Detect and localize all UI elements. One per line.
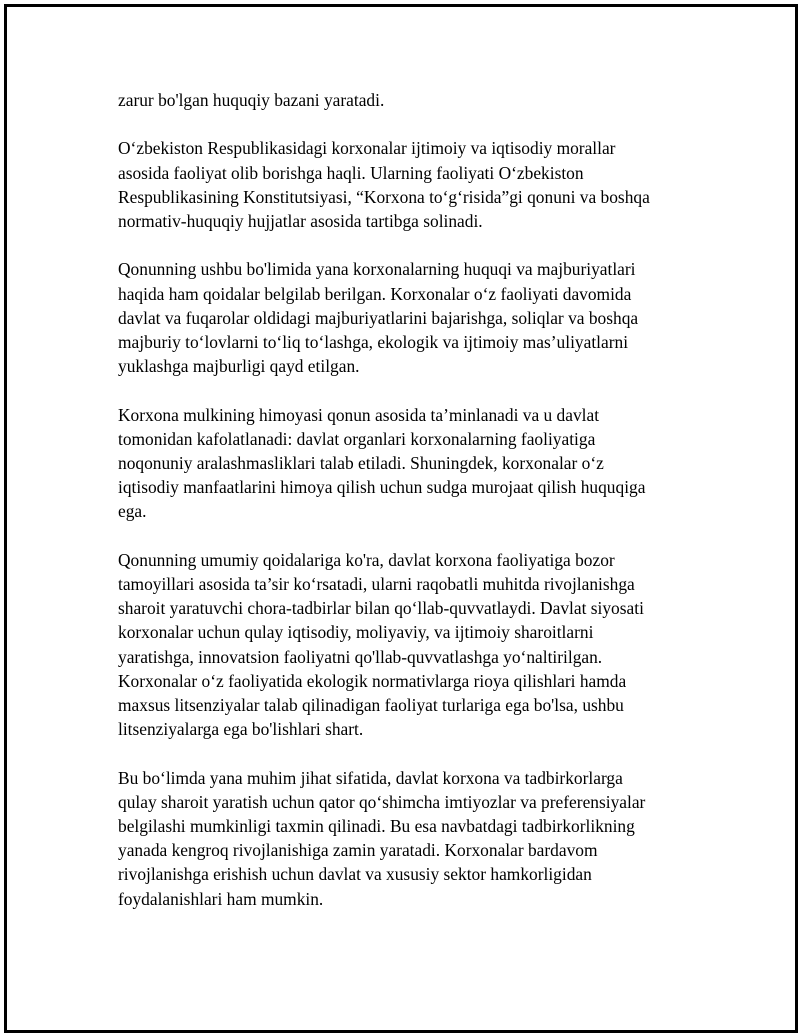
paragraph-1: zarur bo'lgan huquqiy bazani yaratadi. <box>118 90 385 110</box>
paragraph-4: Korxona mulkining himoyasi qonun asosida ta’minlanadi va u davlat tomonidan kafolatlanadi: davlat organlari korxonalarning faoliyatiga noqonuniy aralashmasliklari talab etiladi. Shuningdek, korxonalar o‘z iqtisodiy manfaatlarini himoya qilish uchun sudga murojaat qilish huquqiga ega. <box>118 404 646 522</box>
document-body <box>118 88 688 911</box>
paragraph-6: Bu bo‘limda yana muhim jihat sifatida, davlat korxona va tadbirkorlarga qulay sharoit yaratish uchun qator qo‘shimcha imtiyozlar va preferensiyalar belgilashi mumkinligi taxmin qilinadi. Bu esa navbatdagi tadbirkorlikning yanada kengroq rivojlanishiga zamin yaratadi. Korxonalar bardavom rivojlanishga erishish uchun davlat va xususiy sektor hamkorligidan foydalanishlari ham mumkin. <box>118 767 646 909</box>
paragraph-2: O‘zbekiston Respublikasidagi korxonalar ijtimoiy va iqtisodiy morallar asosida faoliyat olib borishga haqli. Ularning faoliyati O‘zbekiston Respublikasining Konstitutsiyasi, “Korxona to‘g‘risida”gi qonuni va boshqa normativ-huquqiy hujjatlar asosida tartibga solinadi. <box>118 138 650 231</box>
paragraph-5: Qonunning umumiy qoidalariga ko'ra, davlat korxona faoliyatiga bozor tamoyillari asosida ta’sir ko‘rsatadi, ularni raqobatli muhitda rivojlanishga sharoit yaratuvchi chora-tadbirlar bilan qo‘llab-quvvatlaydi. Davlat siyosati korxonalar uchun qulay iqtisodiy, moliyaviy, va ijtimoiy sharoitlarni yaratishga, innovatsion faoliyatni qo'llab-quvvatlashga yo‘naltirilgan. Korxonalar o‘z faoliyatida ekologik normativlarga rioya qilishlari hamda maxsus litsenziyalar talab qilinadigan faoliyat turlariga ega bo'lsa, ushbu litsenziyalarga ega bo'lishlari shart. <box>118 549 644 740</box>
paragraph-3: Qonunning ushbu bo'limida yana korxonalarning huquqi va majburiyatlari haqida ham qoidalar belgilab berilgan. Korxonalar o‘z faoliyati davomida davlat va fuqarolar oldidagi majburiyatlarini bajarishga, soliqlar va boshqa majburiy to‘lovlarni to‘liq to‘lashga, ekologik va ijtimoiy mas’uliyatlarni yuklashga majburligi qayd etilgan. <box>118 259 639 377</box>
